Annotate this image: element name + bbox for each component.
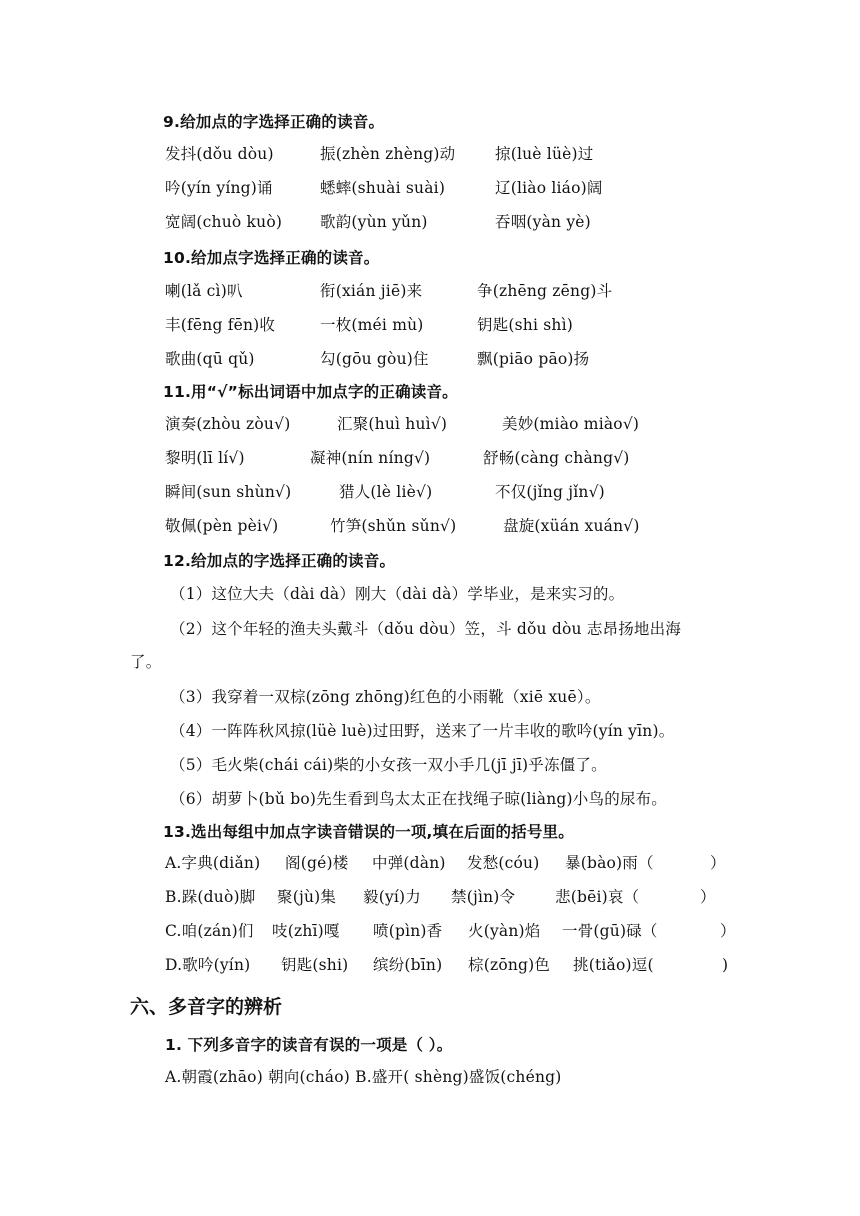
- q11-item: 竹笋(shǔn sǔn√): [330, 517, 457, 535]
- q11-item: 汇聚(huì huì√): [337, 415, 448, 433]
- q9-item: 辽(liào liáo)阔: [495, 179, 603, 197]
- q10-item: 歌曲(qū qǔ): [165, 350, 255, 368]
- q13-word: 钥匙(shi): [281, 956, 349, 974]
- answer-bracket: ）: [710, 854, 726, 872]
- q11-title: 11.用“√”标出词语中加点字的正确读音。: [163, 383, 458, 401]
- q13-word: 毅(yí)力: [363, 888, 422, 906]
- q13-word: 火(yàn)焰: [468, 922, 541, 940]
- q13-word: 悲(bēi)哀（: [555, 888, 640, 906]
- q10-item: 喇(lǎ cì)叭: [165, 282, 243, 300]
- q12-item-1: （1）这位大夫（dài dà）刚大（dài dà）学毕业，是来实习的。: [170, 585, 625, 603]
- q9-item: 吟(yín yíng)诵: [165, 179, 273, 197]
- q13-word: 暴(bào)雨（: [565, 854, 654, 872]
- q13-word: 挑(tiǎo)逗(: [573, 956, 654, 974]
- q13-word: D.歌吟(yín): [165, 956, 251, 974]
- q11-item: 瞬间(sun shùn√): [165, 483, 292, 501]
- q13-word: 棕(zōng)色: [468, 956, 551, 974]
- q11-item: 凝神(nín níng√): [310, 449, 431, 467]
- q12-item-4: （4）一阵阵秋风掠(lüè luè)过田野，送来了一片丰收的歌吟(yín yīn)。: [170, 722, 675, 740]
- q9-item: 振(zhèn zhèng)动: [320, 145, 456, 163]
- q12-item-2: （2）这个年轻的渔夫头戴斗（dǒu dòu）笠，斗 dǒu dòu 志昂扬地出海: [170, 620, 682, 638]
- q13-word: 中弹(dàn): [372, 854, 446, 872]
- q10-title: 10.给加点字选择正确的读音。: [163, 249, 380, 267]
- section6-q1-options: A.朝霞(zhāo) 朝向(cháo) B.盛开( shèng)盛饭(chéng): [165, 1068, 562, 1086]
- q11-item: 猎人(lè liè√): [339, 483, 433, 501]
- q12-item-6: （6）胡萝卜(bǔ bo)先生看到鸟太太正在找绳子晾(liàng)小鸟的尿布。: [170, 790, 667, 808]
- q13-word: 喷(pìn)香: [373, 922, 443, 940]
- answer-bracket: ): [722, 956, 729, 974]
- q10-item: 飘(piāo pāo)扬: [477, 350, 590, 368]
- q11-item: 黎明(lī lí√): [165, 449, 245, 467]
- q9-item: 掠(luè lüè)过: [495, 145, 594, 163]
- q11-item: 盘旋(xüán xuán√): [503, 517, 640, 535]
- q11-item: 不仅(jǐng jǐn√): [495, 483, 605, 501]
- q9-item: 蟋蟀(shuài suài): [320, 179, 446, 197]
- section6-q1-title: 1. 下列多音字的读音有误的一项是（ ）。: [165, 1036, 453, 1054]
- q13-word: 发愁(cóu): [467, 854, 540, 872]
- section-title: 六、多音字的辨析: [130, 996, 283, 1018]
- q13-word: C.咱(zán)们: [165, 922, 254, 940]
- q9-title: 9.给加点的字选择正确的读音。: [163, 113, 385, 131]
- q10-item: 一枚(méi mù): [320, 316, 424, 334]
- q13-title: 13.选出每组中加点字读音错误的一项,填在后面的括号里。: [163, 823, 574, 841]
- q10-item: 争(zhēng zēng)斗: [477, 282, 613, 300]
- q9-item: 发抖(dǒu dòu): [165, 145, 274, 163]
- q11-item: 演奏(zhòu zòu√): [165, 415, 291, 433]
- q10-item: 勾(gōu gòu)住: [320, 350, 429, 368]
- q12-item-5: （5）毛火柴(chái cái)柴的小女孩一双小手几(jī jī)乎冻僵了。: [170, 756, 607, 774]
- q13-word: 一骨(gū)碌（: [562, 922, 658, 940]
- q11-item: 敬佩(pèn pèi√): [165, 517, 279, 535]
- q13-word: 禁(jìn)令: [451, 888, 516, 906]
- q13-word: 聚(jù)集: [277, 888, 337, 906]
- q10-item: 衔(xián jiē)来: [320, 282, 423, 300]
- q11-item: 美妙(miào miào√): [502, 415, 640, 433]
- q13-word: 缤纷(bīn): [373, 956, 443, 974]
- q13-word: A.字典(diǎn): [165, 854, 261, 872]
- q13-word: 吱(zhī)嘎: [272, 922, 340, 940]
- q9-item: 吞咽(yàn yè): [495, 213, 591, 231]
- q10-item: 丰(fēng fēn)收: [165, 316, 276, 334]
- q10-item: 钥匙(shi shì): [477, 316, 574, 334]
- q12-title: 12.给加点的字选择正确的读音。: [163, 552, 396, 570]
- q11-item: 舒畅(càng chàng√): [483, 449, 630, 467]
- q13-word: 阁(gé)楼: [285, 854, 349, 872]
- q13-word: B.跺(duò)脚: [165, 888, 256, 906]
- q12-item-3: （3）我穿着一双棕(zōng zhōng)红色的小雨靴（xiē xuē）。: [170, 688, 601, 706]
- q9-item: 歌韵(yùn yǔn): [320, 213, 428, 231]
- q12-item-2-continued: 了。: [130, 653, 162, 671]
- q9-item: 宽阔(chuò kuò): [165, 213, 283, 231]
- answer-bracket: ）: [720, 922, 736, 940]
- answer-bracket: ）: [700, 888, 716, 906]
